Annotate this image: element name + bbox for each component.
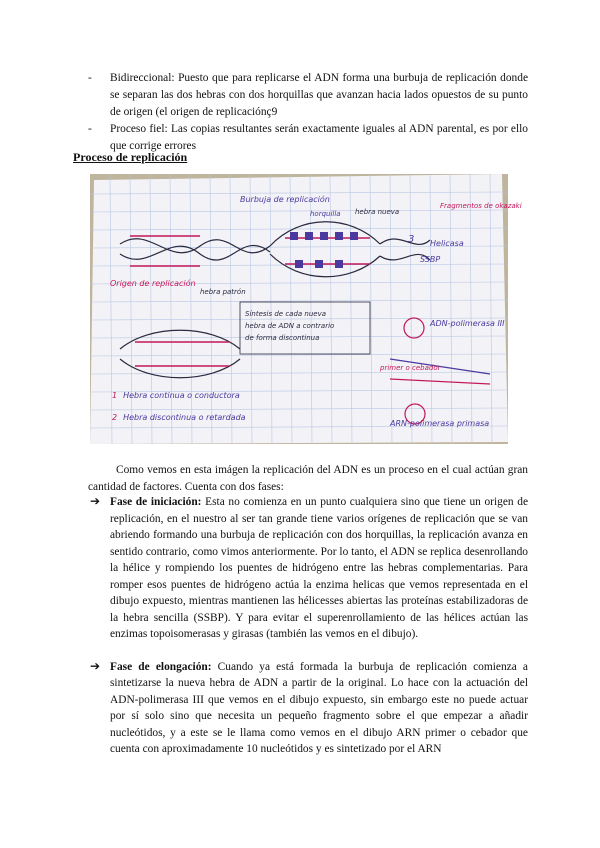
phase-title: Fase de elongación: <box>110 660 212 673</box>
sintesis-line: Síntesis de cada nueva <box>245 310 327 318</box>
label-origen: Origen de replicación <box>110 279 196 288</box>
number-3: 3 <box>408 234 415 245</box>
legend-1 <box>112 391 240 400</box>
label-arn-pol: ARN-polimerasa primasa <box>390 419 490 428</box>
handwritten-diagram <box>90 174 522 444</box>
label-fragmentos: Fragmentos de okazaki <box>440 202 522 210</box>
phases-list <box>88 494 528 774</box>
phase-text: Esta no comienza en un punto cualquiera sino que tiene un origen de replicación, en el nuestro al ser tan grande tiene varios orígenes de replicación que se van abriendo formando una burbuja de replicación con dos horquillas, la replicación avanza en sentido contrario, como vimos anteriormente. Por lo tanto, el ADN se replica desenrollando la hélice y rompiendo los puentes de hidrógeno entre las hebras complementarias. Para romper esos puentes de hidrógeno actúa la enzima helicas que vemos representada en el dibujo expuesto, mientras mantienen las hélicesses abiertas las proteínas estabilizadoras de la hebra sencilla (SSBP). Y para evitar el superenrollamiento de las hélices actúan las enzimas topoisomerasas y girasas (también las vemos en el dibujo). <box>110 496 528 640</box>
bullet-text: Bidireccional: Puesto que para replicarse el ADN forma una burbuja de replicación donde se separan las dos hebras con dos horquillas que avanzan hacia lados opuestos de su punto de origen (el origen de replicaciónç9 <box>110 72 528 118</box>
label-helicasa: Helicasa <box>430 239 464 248</box>
legend-2 <box>112 413 246 422</box>
legend-num: 2 <box>112 413 118 422</box>
bullet-bidireccional <box>88 70 528 121</box>
sintesis-line: hebra de ADN a contrario <box>245 322 335 330</box>
bullet-dash: - <box>88 123 92 135</box>
phase-text: Cuando ya está formada la burbuja de replicación comienza a sintetizarse la nueva hebra de ADN a partir de la original. Lo hace con la actuación del ADN-polimerasa III que vemos en el dibujo expuesto, sin embargo este no puede actuar por sí solo sino que necesita un pequeño fragmento sobre el que empezar a añadir nucleótidos, y a este se le llama como vemos en el dibujo ARN primer o cebador que cuenta con aproximadamente 10 nucleótidos y es sintetizado por el ARN <box>110 660 528 755</box>
phase-title: Fase de iniciación: <box>110 496 202 508</box>
legend-num: 1 <box>112 391 118 400</box>
bullet-list <box>88 70 528 155</box>
arrow-icon: ➔ <box>90 658 101 673</box>
replication-diagram-photo <box>90 174 522 444</box>
label-hebra-nueva: hebra nueva <box>355 208 400 216</box>
phase-iniciacion <box>88 494 528 643</box>
intro-paragraph <box>88 462 528 495</box>
legend-text: Hebra discontinua o retardada <box>123 413 246 422</box>
label-primer: primer o cebador <box>380 364 441 372</box>
label-adn-pol: ADN-polimerasa III <box>430 319 505 328</box>
bullet-dash: - <box>88 72 92 84</box>
label-hebra-patron: hebra patrón <box>200 288 246 296</box>
label-ssbp: SSBP <box>420 255 441 264</box>
arrow-icon: ➔ <box>90 494 101 508</box>
section-title: Proceso de replicación <box>73 150 188 164</box>
sintesis-line: de forma discontinua <box>245 334 320 342</box>
phase-elongacion <box>88 659 528 758</box>
intro-text: Como vemos en esta imágen la replicación del ADN es un proceso en el cual actúan gran cantidad de factores. Cuenta con dos fases: <box>88 464 528 493</box>
paper-sheet <box>90 174 508 444</box>
label-burbuja: Burbuja de replicación <box>240 195 330 204</box>
legend-text: Hebra continua o conductora <box>123 391 240 400</box>
bullet-text: Proceso fiel: Las copias resultantes serán exactamente iguales al ADN parental, es por ello que corrige errores <box>110 123 528 152</box>
label-horquilla: horquilla <box>310 210 341 218</box>
